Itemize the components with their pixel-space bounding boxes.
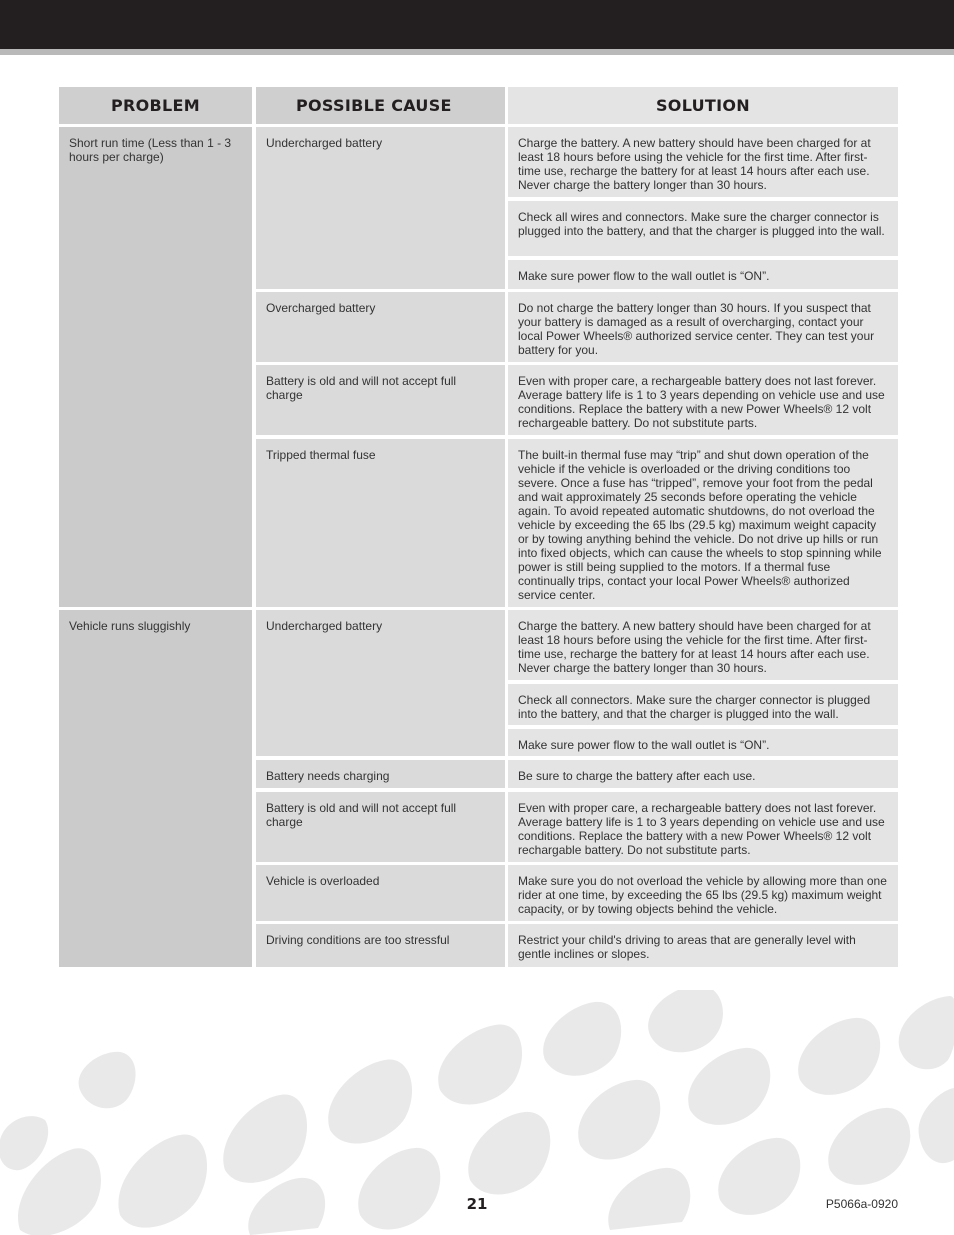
cause-cell: Battery needs charging	[256, 760, 505, 788]
solution-cell: Even with proper care, a rechargeable battery does not last forever. Average battery life is 1 to 3 years depending on vehicle use and use conditions. Replace the battery with a new Power Wheels® 12 volt rechargable battery. Do not substitute parts.	[508, 792, 898, 862]
solution-cell: Even with proper care, a rechargeable battery does not last forever. Average battery life is 1 to 3 years depending on vehicle use and use conditions. Replace the battery with a new Power Wheels® 12 volt rechargeable battery. Do not substitute parts.	[508, 365, 898, 435]
solution-cell: Be sure to charge the battery after each use.	[508, 760, 898, 788]
solution-text-part: Do not charge the battery longer than 30 hours. If you suspect that your battery is damaged as a result of overcharging, contact your local Power Wheels® authorized service center. They can test your battery for you.	[518, 301, 875, 357]
solution-cell: Check all connectors. Make sure the charger connector is plugged into the battery, and that the charger is plugged into the wall.	[508, 684, 898, 725]
cause-cell: Vehicle is overloaded	[256, 865, 505, 921]
header-problem: PROBLEM	[59, 87, 252, 124]
page-number: 21	[466, 1195, 488, 1213]
cause-cell: Undercharged battery	[256, 610, 505, 756]
problem-cell: Short run time (Less than 1 - 3 hours per charge)	[59, 127, 252, 607]
problem-cell: Vehicle runs sluggishly	[59, 610, 252, 967]
cause-cell: Battery is old and will not accept full charge	[256, 365, 505, 435]
solution-cell: Restrict your child's driving to areas that are generally level with gentle inclines or slopes.	[508, 924, 898, 967]
header-solution: SOLUTION	[508, 87, 898, 124]
document-code: P5066a-0920	[825, 1197, 898, 1211]
solution-cell: Charge the battery. A new battery should have been charged for at least 18 hours before using the vehicle for the first time. After first-time use, recharge the battery for at least 14 hours after each use. Never charge the battery longer than 30 hours.	[508, 127, 898, 197]
solution-cell	[508, 292, 898, 362]
solution-cell: The built-in thermal fuse may “trip” and shut down operation of the vehicle if the vehicle is overloaded or the driving conditions too severe. Once a fuse has “tripped”, remove your foot from the pedal and wait approximately 25 seconds before operating the vehicle again. To avoid repeated automatic shutdowns, do not overload the vehicle by exceeding the 65 lbs (29.5 kg) maximum weight capacity or by towing anything behind the vehicle. Do not drive up hills or run into fixed objects, which can cause the wheels to stop spinning while power is still being supplied to the motors. If a thermal fuse continually trips, contact your local Power Wheels® authorized service center.	[508, 439, 898, 607]
header-possible-cause: POSSIBLE CAUSE	[256, 87, 505, 124]
solution-cell: Check all wires and connectors. Make sure the charger connector is plugged into the battery, and that the charger is plugged into the wall.	[508, 201, 898, 256]
cause-cell: Battery is old and will not accept full charge	[256, 792, 505, 862]
solution-cell: Make sure power flow to the wall outlet is “ON”.	[508, 260, 898, 289]
cause-cell: Undercharged battery	[256, 127, 505, 289]
cause-cell: Driving conditions are too stressful	[256, 924, 505, 967]
top-header-bar	[0, 0, 954, 49]
header-underline	[0, 49, 954, 55]
cause-cell: Tripped thermal fuse	[256, 439, 505, 607]
solution-cell: Make sure you do not overload the vehicle by allowing more than one rider at one time, by exceeding the 65 lbs (29.5 kg) maximum weight capacity, or by towing objects behind the vehicle.	[508, 865, 898, 921]
cause-cell: Overcharged battery	[256, 292, 505, 362]
solution-cell: Make sure power flow to the wall outlet is “ON”.	[508, 729, 898, 756]
solution-cell: Charge the battery. A new battery should have been charged for at least 18 hours before using the vehicle for the first time. After first-time use, recharge the battery for at least 14 hours after each use. Never charge the battery longer than 30 hours.	[508, 610, 898, 680]
